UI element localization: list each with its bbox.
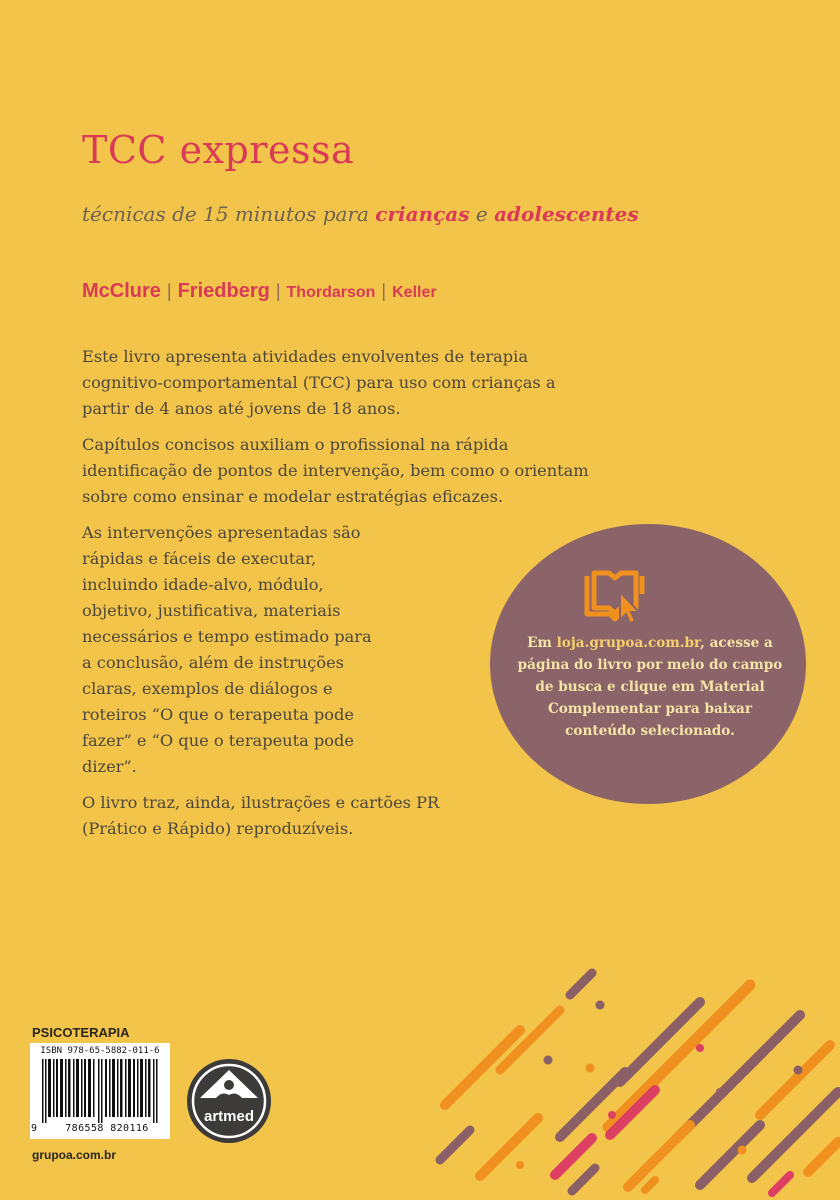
subtitle-connector: e xyxy=(469,202,495,226)
author-name: Keller xyxy=(392,284,437,301)
description-paragraph: Este livro apresenta atividades envolventes de terapia cognitivo-comportamental (TCC) para uso com crianças a partir de 4 anos até jovens de 18 anos. xyxy=(82,347,556,418)
author-separator: | xyxy=(166,281,172,301)
author-separator: | xyxy=(275,281,281,301)
author-name: McClure xyxy=(82,280,161,302)
category-label: PSICOTERAPIA xyxy=(32,1025,130,1040)
description-paragraph: Capítulos concisos auxiliam o profissional na rápida identificação de pontos de intervenção, bem como o orientam sobre como ensinar e modelar estratégias eficazes. xyxy=(82,435,589,506)
isbn-text: ISBN 978-65-5882-011-6 xyxy=(40,1046,160,1056)
store-link[interactable]: loja.grupoa.com.br xyxy=(556,635,701,651)
subtitle-highlight-children: crianças xyxy=(375,202,470,226)
callout-prefix: Em xyxy=(527,635,557,651)
book-title: TCC expressa xyxy=(82,128,355,172)
publisher-name: artmed xyxy=(203,1108,255,1125)
subtitle-highlight-adolescents: adolescentes xyxy=(494,202,639,226)
book-subtitle xyxy=(82,202,639,226)
author-list xyxy=(82,280,437,303)
ean-digits: 786558 820116 xyxy=(65,1123,149,1134)
book-cursor-icon xyxy=(582,570,648,626)
callout-text xyxy=(516,632,784,742)
author-separator: | xyxy=(381,281,387,301)
subtitle-text: técnicas de 15 minutos para xyxy=(82,202,376,226)
author-name: Friedberg xyxy=(177,280,270,302)
author-name: Thordarson xyxy=(286,284,376,301)
barcode xyxy=(30,1043,170,1139)
description-paragraph: As intervenções apresentadas são rápidas e fáceis de executar, incluindo idade-alvo, módulo, objetivo, justificativa, materiais necessários e tempo estimado para a conclusão, além de instruções claras, exemplos de diálogos e roteiros “O que o terapeuta pode fazer” e “O que o terapeuta pode dizer”. xyxy=(82,523,372,776)
ean-digit: 9 xyxy=(31,1123,38,1134)
callout-body: , acesse a página do livro por meio do campo de busca e clique em Material Complementar para baixar conteúdo selecionado. xyxy=(517,635,783,739)
barcode-bars xyxy=(42,1059,162,1123)
website-label[interactable]: grupoa.com.br xyxy=(32,1148,117,1162)
artmed-logo xyxy=(186,1058,272,1144)
description-paragraph: O livro traz, ainda, ilustrações e cartões PR (Prático e Rápido) reproduzíveis. xyxy=(82,793,440,838)
